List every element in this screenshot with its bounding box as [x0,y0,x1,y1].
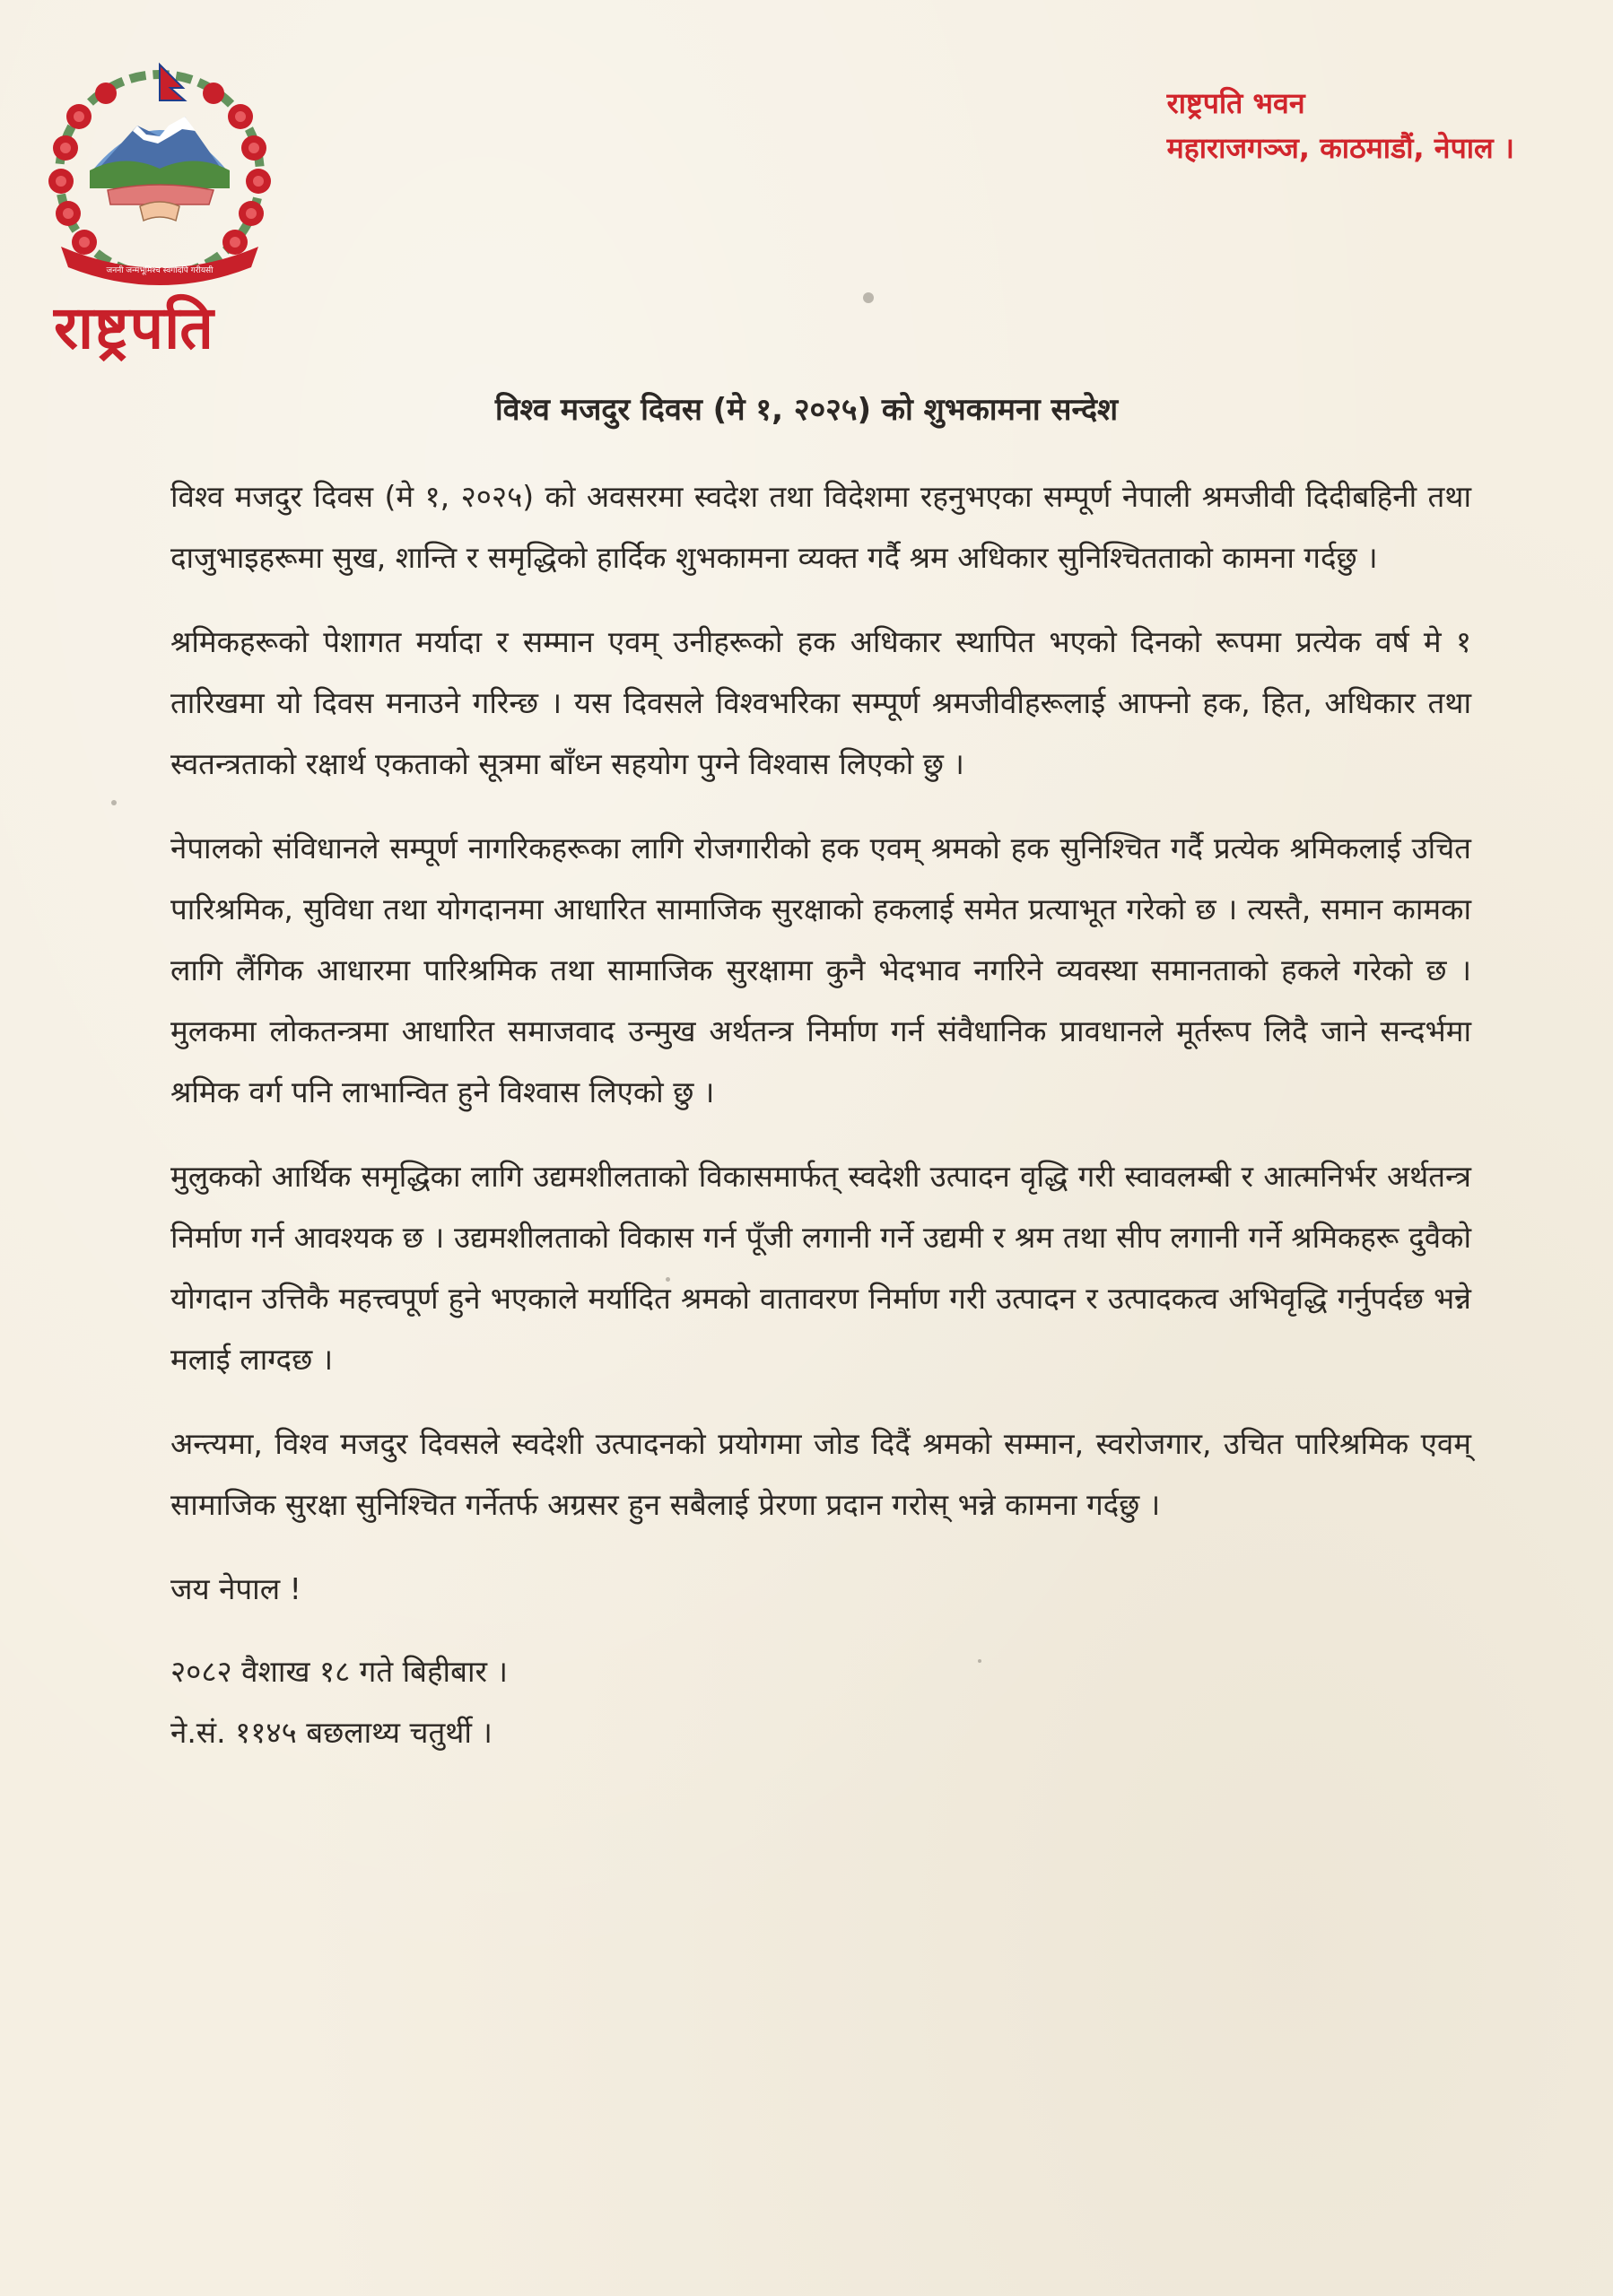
nepal-emblem-icon [25,54,294,296]
body-paragraph-5: अन्त्यमा, विश्व मजदुर दिवसले स्वदेशी उत्पादनको प्रयोगमा जोड दिदैं श्रमको सम्मान, स्वरोजगार, उचित पारिश्रमिक एवम् सामाजिक सुरक्षा सुनिश्चित गर्नेतर्फ अग्रसर हुन सबैलाई प्रेरणा प्रदान गरोस् भन्ने कामना गर्दछु । [170,1426,1471,1522]
message-body [170,466,1471,1763]
address-line-1: राष्ट्रपति भवन [1166,86,1305,120]
letterhead-address [1167,81,1514,170]
message-title: विश्व मजदुर दिवस (मे १, २०२५) को शुभकामना सन्देश [494,392,1119,428]
body-paragraph-4: मुलुकको आर्थिक समृद्धिका लागि उद्यमशीलताको विकासमार्फत् स्वदेशी उत्पादन वृद्धि गरी स्वावलम्बी र आत्मनिर्भर अर्थतन्त्र निर्माण गर्न आवश्यक छ । उद्यमशीलताको विकास गर्न पूँजी लगानी गर्ने उद्यमी र श्रम तथा सीप लगानी गर्ने श्रमिकहरू दुवैको योगदान उत्तिकै महत्त्वपूर्ण हुने भएकाले मर्यादित श्रमको वातावरण निर्माण गरी उत्पादन र उत्पादकत्व अभिवृद्धि गर्नुपर्दछ भन्ने मलाई लाग्दछ । [170,1159,1471,1377]
closing-salutation: जय नेपाल ! [170,1571,301,1606]
emblem-motto: जननी जन्मभूमिश्च स्वर्गादपि गरीयसी [106,266,214,275]
paper-speck [111,800,117,805]
body-paragraph-1: विश्व मजदुर दिवस (मे १, २०२५) को अवसरमा स्वदेश तथा विदेशमा रहनुभएका सम्पूर्ण नेपाली श्रमजीवी दिदीबहिनी तथा दाजुभाइहरूमा सुख, शान्ति र समृद्धिको हार्दिक शुभकामना व्यक्त गर्दै श्रम अधिकार सुनिश्चितताको कामना गर्दछु । [170,479,1471,575]
address-line-2: महाराजगञ्ज, काठमाडौं, नेपाल । [1166,131,1514,165]
body-paragraph-2: श्रमिकहरूको पेशागत मर्यादा र सम्मान एवम् उनीहरूको हक अधिकार स्थापित भएको दिनको रूपमा प्रत्येक वर्ष मे १ तारिखमा यो दिवस मनाउने गरिन्छ । यस दिवसले विश्वभरिका सम्पूर्ण श्रमजीवीहरूलाई आफ्नो हक, हित, अधिकार तथा स्वतन्त्रताको रक्षार्थ एकताको सूत्रमा बाँध्न सहयोग पुग्ने विश्वास लिएको छु । [170,624,1471,781]
date-bikram-sambat: २०८२ वैशाख १८ गते बिहीबार । [170,1654,508,1689]
paper-speck [863,292,874,303]
body-paragraph-3: नेपालको संविधानले सम्पूर्ण नागरिकहरूका लागि रोजगारीको हक एवम् श्रमको हक सुनिश्चित गर्दै प्रत्येक श्रमिकलाई उचित पारिश्रमिक, सुविधा तथा योगदानमा आधारित सामाजिक सुरक्षाको हकलाई समेत प्रत्याभूत गरेको छ । त्यस्तै, समान कामका लागि लैंगिक आधारमा पारिश्रमिक तथा सामाजिक सुरक्षामा कुनै भेदभाव नगरिने व्यवस्था समानताको हकले गरेको छ । मुलकमा लोकतन्त्रमा आधारित समाजवाद उन्मुख अर्थतन्त्र निर्माण गर्न संवैधानिक प्रावधानले मूर्तरूप लिदै जाने सन्दर्भमा श्रमिक वर्ग पनि लाभान्वित हुने विश्वास लिएको छु । [170,831,1471,1109]
date-nepal-sambat: ने.सं. ११४५ बछलाथ्य चतुर्थी । [170,1715,493,1750]
office-title: राष्ट्रपति [54,293,214,362]
